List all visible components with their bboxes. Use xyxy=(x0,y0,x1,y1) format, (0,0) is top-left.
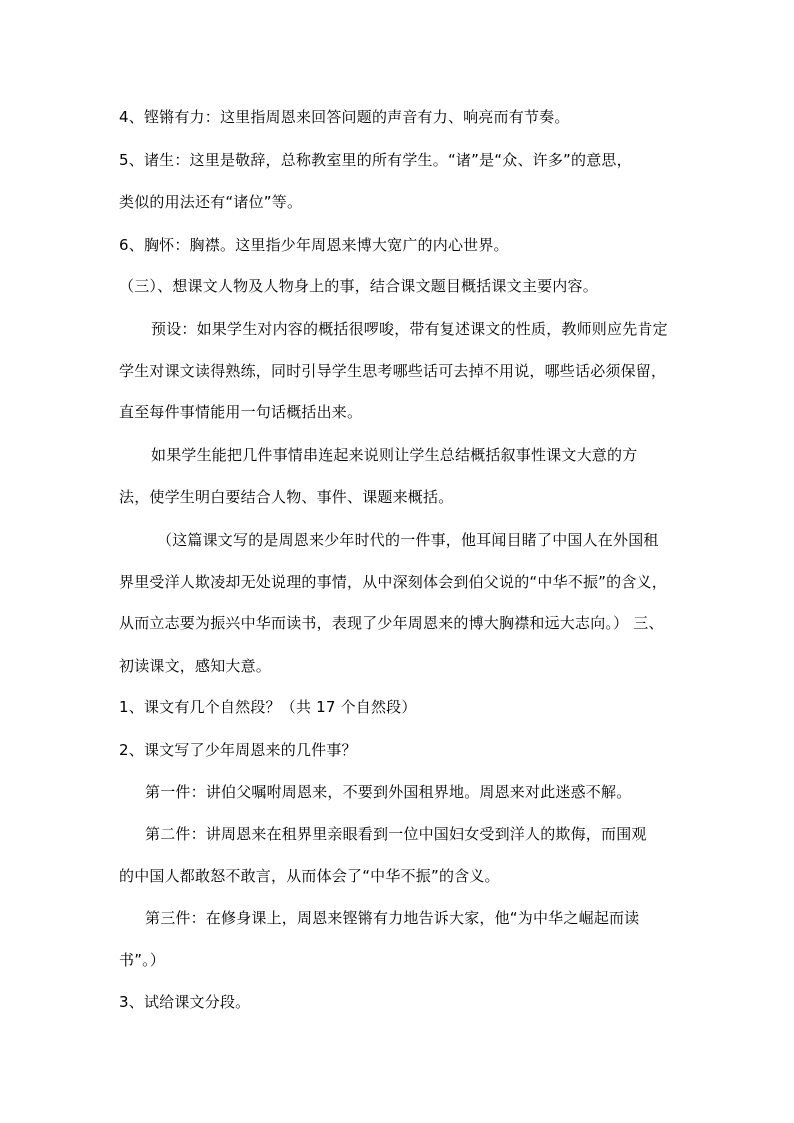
text-line: 预设：如果学生对内容的概括很啰唆，带有复述课文的性质，教师则应先肯定 xyxy=(151,320,668,338)
text-line: 书”。） xyxy=(119,951,166,969)
text-line: 第三件：在修身课上，周恩来铿锵有力地告诉大家，他“为中华之崛起而读 xyxy=(145,909,640,927)
text-line: 5、诸生：这里是敬辞，总称教室里的所有学生。“诸”是“众、许多”的意思， xyxy=(119,151,632,169)
text-line: 类似的用法还有“诸位”等。 xyxy=(119,193,303,211)
text-line: 6、胸怀：胸襟。这里指少年周恩来博大宽广的内心世界。 xyxy=(119,236,509,254)
text-line: 界里受洋人欺凌却无处说理的事情，从中深刻体会到伯父说的“中华不振”的含义， xyxy=(119,573,667,591)
text-line: 学生对课文读得熟练，同时引导学生思考哪些话可去掉不用说，哪些话必须保留， xyxy=(119,362,667,380)
list-item: 3、试给课文分段。 xyxy=(119,993,251,1011)
text-line: （这篇课文写的是周恩来少年时代的一件事，他耳闻目睹了中国人在外国租 xyxy=(157,531,659,549)
text-line: 4、铿锵有力：这里指周恩来回答问题的声音有力、响亮而有节奏。 xyxy=(119,108,570,126)
section-heading: （三）、想课文人物及人物身上的事，结合课文题目概括课文主要内容。 xyxy=(119,277,598,295)
text-line: 从而立志要为振兴中华而读书，表现了少年周恩来的博大胸襟和远大志向。） 三、 xyxy=(119,614,664,632)
text-line: 如果学生能把几件事情串连起来说则让学生总结概括叙事性课文大意的方 xyxy=(151,446,638,464)
section-heading: 初读课文，感知大意。 xyxy=(119,657,272,675)
list-item: 2、课文写了少年周恩来的几件事？ xyxy=(119,741,357,759)
text-line: 第一件：讲伯父嘱咐周恩来，不要到外国租界地。周恩来对此迷惑不解。 xyxy=(145,783,632,801)
list-item: 1、课文有几个自然段？（共 17 个自然段） xyxy=(119,698,417,716)
text-line: 的中国人都敢怒不敢言，从而体会了“中华不振”的含义。 xyxy=(119,867,500,885)
text-line: 法，使学生明白要结合人物、事件、课题来概括。 xyxy=(119,488,454,506)
text-line: 第二件：讲周恩来在租界里亲眼看到一位中国妇女受到洋人的欺侮，而围观 xyxy=(145,825,647,843)
text-line: 直至每件事情能用一句话概括出来。 xyxy=(119,403,363,421)
